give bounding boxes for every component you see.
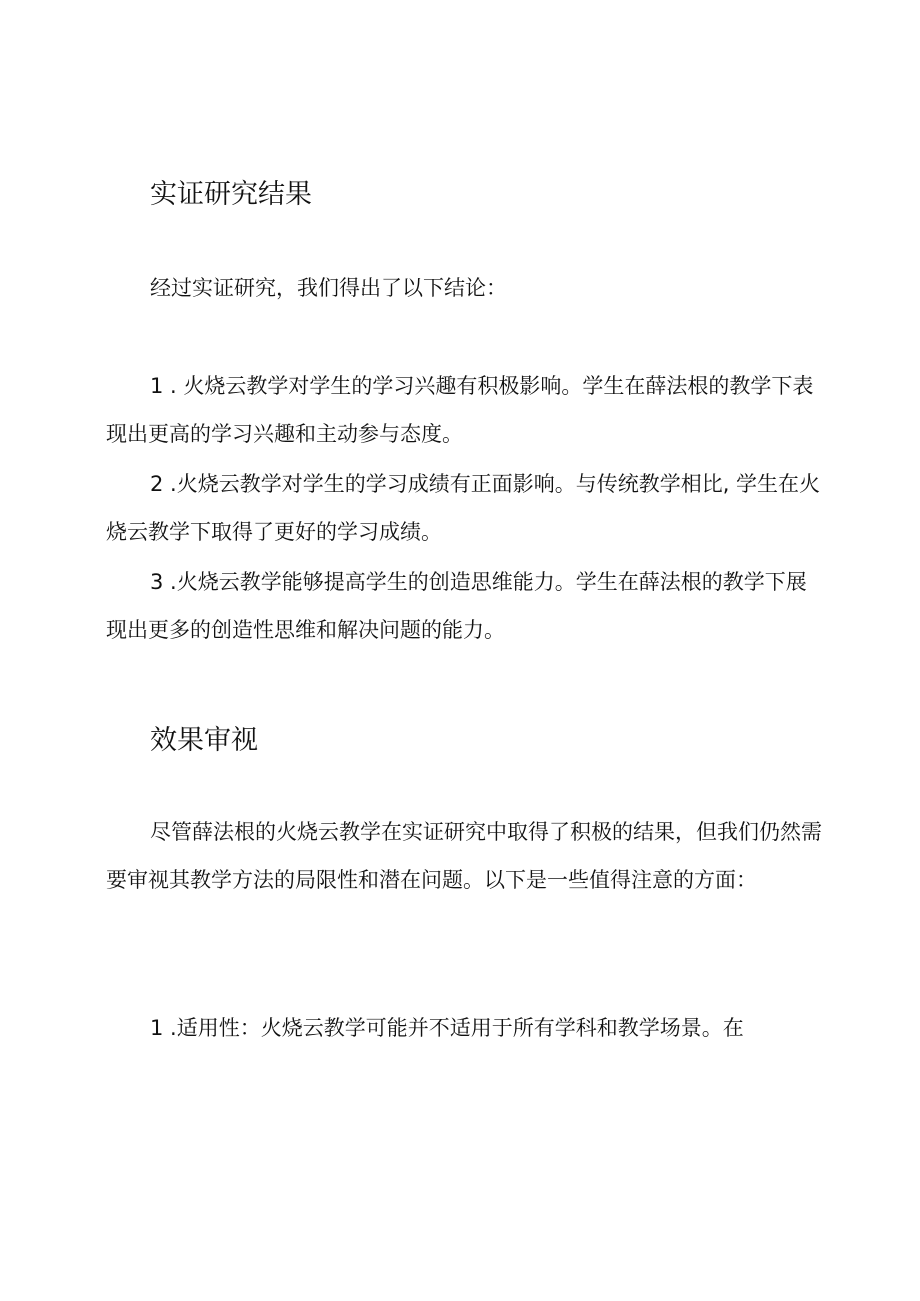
list-item-3: 3 .火烧云教学能够提高学生的创造思维能力。学生在薛法根的教学下展现出更多的创造性思维和解决问题的能力。 [106, 570, 807, 642]
review-paragraph: 尽管薛法根的火烧云教学在实证研究中取得了积极的结果，但我们仍然需要审视其教学方法的局限性和潜在问题。以下是一些值得注意的方面： [106, 820, 822, 892]
list-item-1: 1 . 火烧云教学对学生的学习兴趣有积极影响。学生在薛法根的教学下表现出更高的学习兴趣和主动参与态度。 [106, 374, 814, 446]
list-item-2: 2 .火烧云教学对学生的学习成绩有正面影响。与传统教学相比, 学生在火烧云教学下取得了更好的学习成绩。 [106, 472, 821, 544]
intro-paragraph: 经过实证研究，我们得出了以下结论： [150, 276, 507, 300]
section-heading-effect-review: 效果审视 [150, 725, 258, 756]
section-heading-empirical-results: 实证研究结果 [150, 179, 312, 210]
list-item-applicability: 1 .适用性：火烧云教学可能并不适用于所有学科和教学场景。在 [150, 1016, 744, 1040]
